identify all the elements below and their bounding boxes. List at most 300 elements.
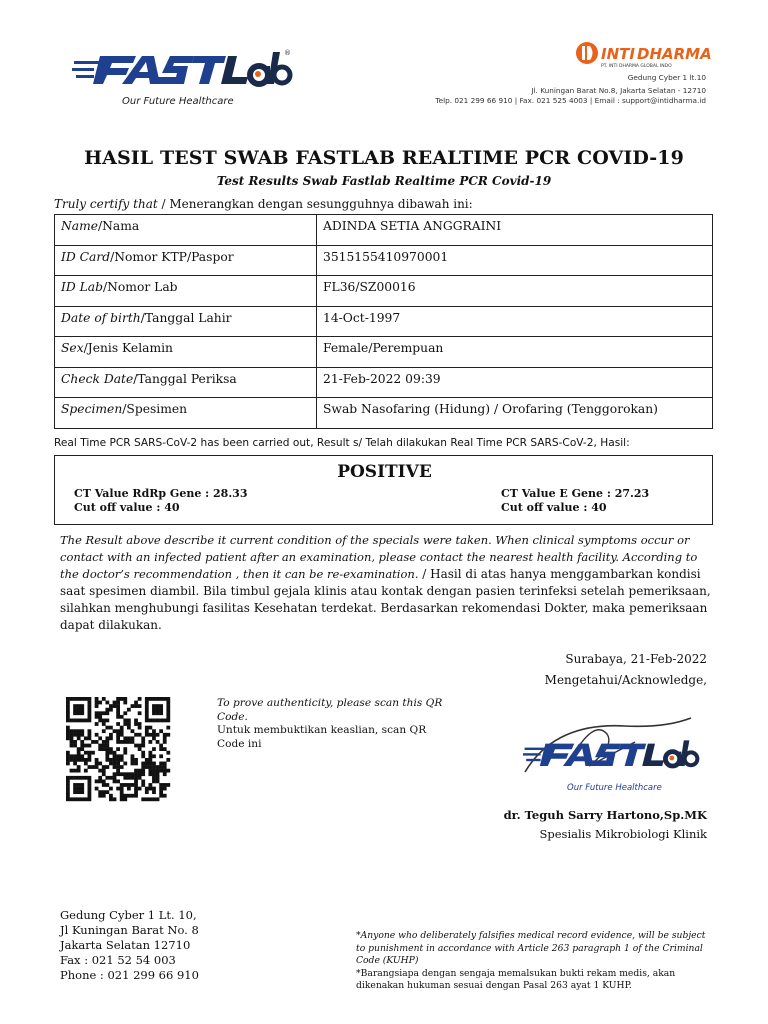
qr-module <box>70 719 74 723</box>
qr-module <box>113 797 117 801</box>
qr-module <box>105 701 109 705</box>
qr-module <box>148 797 152 801</box>
note-id: / Hasil di atas hanya menggambarkan kondisi saat spesimen diambil. Bila timbul gejala klinis atau kontak dengan pasien terinfeksi setelah pemeriksaan, silahkan menghubungi fasilitas Kesehatan terdekat. Berdasarkan rekomendasi Dokter, maka pemeriksaan dapat dilakukan. <box>60 567 711 632</box>
qr-module <box>66 719 70 723</box>
qr-module <box>84 751 88 755</box>
qr-module <box>145 697 149 701</box>
qr-module <box>145 787 149 791</box>
qr-module <box>88 754 92 758</box>
qr-module <box>123 751 127 755</box>
qr-module <box>131 783 135 787</box>
qr-module <box>80 776 84 780</box>
qr-module <box>166 697 170 701</box>
qr-module <box>123 736 127 740</box>
qr-module <box>145 719 149 723</box>
qr-module <box>88 715 92 719</box>
signature-acknowledge: Mengetahui/Acknowledge, <box>544 673 707 687</box>
qr-module <box>123 783 127 787</box>
qr-module <box>84 797 88 801</box>
qr-module <box>152 779 156 783</box>
qr-module <box>141 751 145 755</box>
qr-module <box>134 733 138 737</box>
qr-module <box>66 701 70 705</box>
qr-module <box>159 762 163 766</box>
qr-module <box>105 719 109 723</box>
qr-module <box>163 772 167 776</box>
qr-module <box>116 701 120 705</box>
qr-module <box>141 740 145 744</box>
qr-module <box>159 747 163 751</box>
qr-module <box>95 697 99 701</box>
qr-module <box>138 747 142 751</box>
qr-module <box>123 794 127 798</box>
qr-module <box>159 697 163 701</box>
qr-module <box>148 765 152 769</box>
row-label: Sex/Jenis Kelamin <box>55 337 317 368</box>
qr-module <box>73 719 77 723</box>
qr-module <box>102 719 106 723</box>
qr-module <box>70 758 74 762</box>
qr-module <box>120 758 124 762</box>
brand-tagline: Our Future Healthcare <box>122 96 234 107</box>
qr-module <box>70 754 74 758</box>
qr-module <box>109 776 113 780</box>
qr-module <box>98 711 102 715</box>
qr-module <box>66 726 70 730</box>
qr-module <box>70 797 74 801</box>
qr-module <box>163 747 167 751</box>
qr-module <box>152 747 156 751</box>
qr-module <box>80 758 84 762</box>
qr-module <box>166 711 170 715</box>
qr-module <box>73 790 77 794</box>
qr-module <box>127 736 131 740</box>
svg-text:®: ® <box>284 49 291 57</box>
qr-module <box>105 758 109 762</box>
qr-module <box>141 744 145 748</box>
qr-module <box>131 758 135 762</box>
qr-module <box>80 790 84 794</box>
table-row <box>55 245 713 276</box>
qr-module <box>77 736 81 740</box>
qr-module <box>131 729 135 733</box>
qr-module <box>98 776 102 780</box>
qr-module <box>105 708 109 712</box>
doctor-name: dr. Teguh Sarry Hartono,Sp.MK <box>503 808 707 822</box>
svg-text:DHARMA: DHARMA <box>637 45 712 63</box>
qr-module <box>116 704 120 708</box>
qr-module <box>159 769 163 773</box>
qr-module <box>116 762 120 766</box>
table-row <box>55 215 713 246</box>
note-en: The Result above describe it current condition of the specials were taken. When clinical symptoms occur or contact with an infected patient after an examination, please contact the nearest health facility. According to the doctor’s recommendation , then it can be re-examination. <box>60 533 698 581</box>
qr-module <box>123 776 127 780</box>
qr-module <box>152 729 156 733</box>
qr-module <box>73 787 77 791</box>
qr-module <box>120 697 124 701</box>
qr-module <box>134 776 138 780</box>
row-label: ID Lab/Nomor Lab <box>55 276 317 307</box>
qr-module <box>88 776 92 780</box>
qr-module <box>88 758 92 762</box>
ct-e-value: CT Value E Gene : 27.23 <box>501 487 650 500</box>
qr-module <box>113 772 117 776</box>
qr-module <box>163 740 167 744</box>
qr-module <box>113 729 117 733</box>
document-title: HASIL TEST SWAB FASTLAB REALTIME PCR COVID-19 <box>84 147 684 169</box>
qr-module <box>134 787 138 791</box>
qr-module <box>127 787 131 791</box>
qr-text-en: To prove authenticity, please scan this QR Code. <box>217 697 443 723</box>
qr-module <box>80 711 84 715</box>
qr-module <box>109 708 113 712</box>
qr-module <box>166 758 170 762</box>
qr-module <box>70 697 74 701</box>
qr-module <box>138 744 142 748</box>
qr-module <box>123 701 127 705</box>
qr-module <box>138 772 142 776</box>
qr-module <box>116 697 120 701</box>
qr-module <box>123 747 127 751</box>
qr-module <box>166 701 170 705</box>
qr-module <box>156 740 160 744</box>
qr-module <box>102 769 106 773</box>
qr-module <box>88 790 92 794</box>
qr-module <box>88 711 92 715</box>
qr-module <box>84 719 88 723</box>
qr-module <box>102 772 106 776</box>
qr-module <box>145 762 149 766</box>
qr-module <box>105 711 109 715</box>
qr-module <box>95 704 99 708</box>
qr-module <box>105 776 109 780</box>
qr-module <box>141 769 145 773</box>
qr-module <box>145 701 149 705</box>
qr-module <box>152 697 156 701</box>
qr-module <box>73 783 77 787</box>
qr-module <box>166 708 170 712</box>
qr-module <box>109 794 113 798</box>
patient-info-table <box>54 214 713 429</box>
qr-module <box>105 754 109 758</box>
qr-text-id: Untuk membuktikan keaslian, scan QR Code ini <box>217 724 427 750</box>
qr-module <box>138 697 142 701</box>
qr-module <box>80 787 84 791</box>
qr-module <box>163 769 167 773</box>
qr-module <box>66 708 70 712</box>
qr-module <box>134 772 138 776</box>
qr-module <box>113 762 117 766</box>
qr-module <box>152 733 156 737</box>
certify-id: / Menerangkan dengan sesungguhnya dibawah ini: <box>157 197 473 211</box>
qr-module <box>102 794 106 798</box>
qr-module <box>127 772 131 776</box>
qr-module <box>123 762 127 766</box>
qr-module <box>77 729 81 733</box>
qr-module <box>98 794 102 798</box>
qr-module <box>98 790 102 794</box>
qr-module <box>138 787 142 791</box>
qr-module <box>138 722 142 726</box>
qr-module <box>66 776 70 780</box>
qr-module <box>77 697 81 701</box>
qr-module <box>102 740 106 744</box>
doctor-title: Spesialis Mikrobiologi Klinik <box>539 827 707 841</box>
qr-module <box>98 769 102 773</box>
qr-module <box>113 776 117 780</box>
qr-module <box>116 736 120 740</box>
qr-module <box>88 744 92 748</box>
qr-module <box>109 733 113 737</box>
qr-module <box>109 726 113 730</box>
qr-module <box>159 711 163 715</box>
qr-module <box>134 719 138 723</box>
qr-module <box>77 719 81 723</box>
qr-module <box>141 797 145 801</box>
result-box <box>54 455 713 525</box>
qr-module <box>66 704 70 708</box>
qr-module <box>163 719 167 723</box>
qr-module <box>148 751 152 755</box>
qr-module <box>116 708 120 712</box>
qr-module <box>88 729 92 733</box>
qr-module <box>159 794 163 798</box>
qr-module <box>120 729 124 733</box>
qr-module <box>66 787 70 791</box>
qr-module <box>116 715 120 719</box>
qr-module <box>166 719 170 723</box>
qr-module <box>116 740 120 744</box>
svg-text:PT. INTI DHARMA GLOBAL INDO: PT. INTI DHARMA GLOBAL INDO <box>601 64 672 69</box>
qr-module <box>73 740 77 744</box>
qr-module <box>120 794 124 798</box>
qr-module <box>141 762 145 766</box>
document-subtitle: Test Results Swab Fastlab Realtime PCR Covid-19 <box>216 174 552 188</box>
qr-module <box>123 711 127 715</box>
cutoff-left: Cut off value : 40 <box>74 501 180 514</box>
qr-module <box>152 704 156 708</box>
corporate-building: Gedung Cyber 1 lt.10 <box>627 73 706 82</box>
corporate-contact: Telp. 021 299 66 910 | Fax. 021 525 4003 | Email : support@intidharma.id <box>435 96 706 105</box>
qr-module <box>152 790 156 794</box>
footer-address <box>60 908 199 983</box>
intidharma-logo <box>574 40 712 70</box>
qr-module <box>159 787 163 791</box>
cutoff-right: Cut off value : 40 <box>501 501 607 514</box>
qr-module <box>152 762 156 766</box>
qr-module <box>148 726 152 730</box>
qr-module <box>145 711 149 715</box>
qr-module <box>80 754 84 758</box>
qr-module <box>148 762 152 766</box>
qr-module <box>156 704 160 708</box>
qr-module <box>138 733 142 737</box>
qr-module <box>123 797 127 801</box>
qr-module <box>102 729 106 733</box>
qr-module <box>113 758 117 762</box>
qr-module <box>152 736 156 740</box>
qr-module <box>109 704 113 708</box>
qr-module <box>152 769 156 773</box>
qr-module <box>84 697 88 701</box>
qr-module <box>148 758 152 762</box>
qr-module <box>80 733 84 737</box>
ct-rdrp-value: CT Value RdRp Gene : 28.33 <box>74 487 248 500</box>
qr-module <box>91 751 95 755</box>
qr-module <box>84 744 88 748</box>
qr-module <box>73 711 77 715</box>
qr-module <box>98 719 102 723</box>
qr-module <box>80 783 84 787</box>
qr-module <box>156 719 160 723</box>
legal-id: *Barangsiapa dengan sengaja memalsukan bukti rekam medis, akan dikenakan hukuman sesuai dengan Pasal 263 ayat 1 KUHP. <box>356 967 676 991</box>
qr-module <box>88 704 92 708</box>
qr-module <box>105 726 109 730</box>
qr-module <box>131 754 135 758</box>
qr-module <box>116 769 120 773</box>
qr-module <box>152 797 156 801</box>
qr-module <box>109 736 113 740</box>
footer-address-line: Fax : 021 52 54 003 <box>60 953 176 967</box>
qr-module <box>120 790 124 794</box>
qr-module <box>120 783 124 787</box>
qr-module <box>102 747 106 751</box>
qr-module <box>127 783 131 787</box>
qr-module <box>152 711 156 715</box>
qr-module <box>77 747 81 751</box>
table-row <box>55 306 713 337</box>
qr-module <box>145 726 149 730</box>
qr-module <box>131 776 135 780</box>
pcr-statement: Real Time PCR SARS-CoV-2 has been carried out, Result s/ Telah dilakukan Real Time PCR SARS-CoV-2, Hasil: <box>54 437 630 449</box>
qr-module <box>80 708 84 712</box>
qr-module <box>80 704 84 708</box>
qr-module <box>127 719 131 723</box>
corporate-address <box>531 72 706 97</box>
qr-module <box>66 729 70 733</box>
qr-module <box>113 754 117 758</box>
qr-module <box>70 736 74 740</box>
qr-module <box>77 711 81 715</box>
qr-module <box>73 758 77 762</box>
qr-module <box>120 787 124 791</box>
qr-module <box>145 790 149 794</box>
qr-module <box>66 762 70 766</box>
qr-module <box>95 787 99 791</box>
qr-module <box>88 736 92 740</box>
table-row <box>55 398 713 429</box>
qr-module <box>70 733 74 737</box>
signature-place-date: Surabaya, 21-Feb-2022 <box>565 652 707 666</box>
qr-module <box>70 744 74 748</box>
qr-module <box>88 787 92 791</box>
qr-module <box>73 744 77 748</box>
qr-module <box>156 708 160 712</box>
qr-module <box>73 762 77 766</box>
qr-module <box>109 758 113 762</box>
qr-module <box>141 779 145 783</box>
qr-module <box>166 715 170 719</box>
qr-module <box>73 729 77 733</box>
qr-module <box>148 772 152 776</box>
footer-address-line: Jl Kuningan Barat No. 8 <box>60 923 199 937</box>
qr-module <box>73 704 77 708</box>
qr-module <box>77 797 81 801</box>
row-label: ID Card/Nomor KTP/Paspor <box>55 245 317 276</box>
qr-module <box>80 740 84 744</box>
qr-code[interactable] <box>62 697 174 801</box>
qr-module <box>95 701 99 705</box>
qr-module <box>145 733 149 737</box>
qr-module <box>138 726 142 730</box>
qr-module <box>88 751 92 755</box>
qr-module <box>120 765 124 769</box>
qr-module <box>102 697 106 701</box>
qr-instructions <box>217 697 447 751</box>
qr-module <box>120 733 124 737</box>
qr-module <box>66 697 70 701</box>
qr-module <box>163 783 167 787</box>
result-status: POSITIVE <box>337 462 432 482</box>
qr-module <box>123 772 127 776</box>
qr-module <box>116 758 120 762</box>
qr-module <box>152 708 156 712</box>
qr-module <box>88 797 92 801</box>
qr-module <box>88 765 92 769</box>
qr-module <box>163 794 167 798</box>
qr-module <box>127 722 131 726</box>
qr-module <box>159 790 163 794</box>
qr-module <box>131 704 135 708</box>
qr-module <box>163 762 167 766</box>
row-label: Name/Nama <box>55 215 317 246</box>
qr-module <box>152 772 156 776</box>
qr-module <box>156 765 160 769</box>
table-row <box>55 337 713 368</box>
qr-module <box>98 747 102 751</box>
qr-module <box>116 733 120 737</box>
qr-module <box>70 769 74 773</box>
qr-module <box>105 751 109 755</box>
qr-module <box>131 762 135 766</box>
qr-module <box>80 797 84 801</box>
qr-module <box>95 779 99 783</box>
qr-module <box>77 769 81 773</box>
qr-module <box>66 758 70 762</box>
qr-module <box>73 754 77 758</box>
qr-module <box>134 722 138 726</box>
qr-module <box>113 751 117 755</box>
qr-module <box>95 765 99 769</box>
qr-module <box>141 754 145 758</box>
qr-module <box>145 765 149 769</box>
qr-module <box>66 736 70 740</box>
qr-module <box>66 790 70 794</box>
qr-module <box>77 754 81 758</box>
qr-module <box>105 740 109 744</box>
qr-module <box>98 744 102 748</box>
qr-module <box>166 726 170 730</box>
qr-module <box>77 733 81 737</box>
qr-module <box>116 772 120 776</box>
qr-module <box>156 772 160 776</box>
qr-module <box>77 758 81 762</box>
row-label: Specimen/Spesimen <box>55 398 317 429</box>
qr-module <box>145 729 149 733</box>
qr-module <box>116 711 120 715</box>
qr-module <box>84 776 88 780</box>
qr-module <box>77 765 81 769</box>
